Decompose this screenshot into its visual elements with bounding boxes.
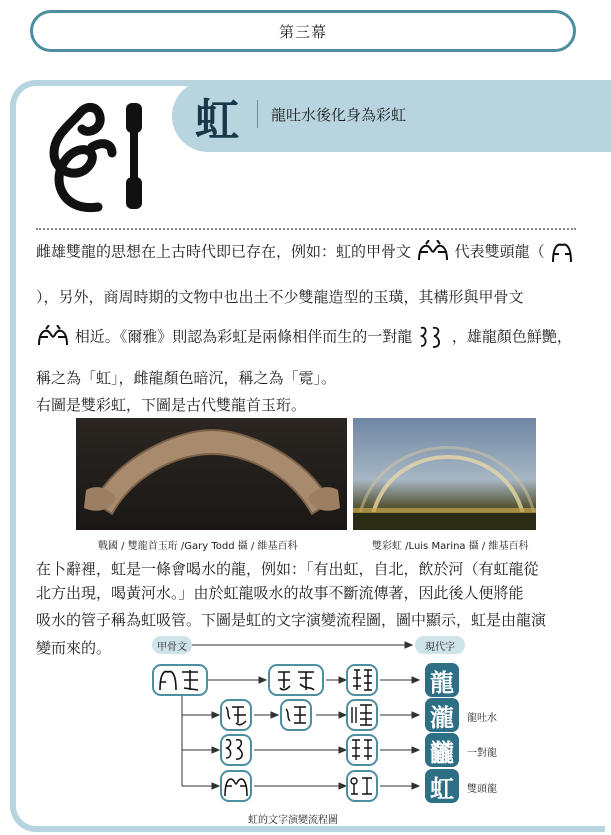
bronze-spit-icon <box>282 701 310 729</box>
paragraph2-line4: 變而來的。 <box>36 639 112 657</box>
flow-end-label: 現代字 <box>415 636 465 654</box>
row-label-spit: 龍吐水 <box>467 713 497 724</box>
flow-start-label: 甲骨文 <box>152 636 192 654</box>
seal-hong-icon <box>348 772 376 800</box>
act-title: 第三幕 <box>278 22 327 41</box>
paragraph1-line1: 雌雄雙龍的思想在上古時代即已存在，例如：虹的甲骨文 代表雙頭龍（ <box>36 240 582 264</box>
flow-node-oracle-dragon <box>152 664 208 696</box>
row-label-pair: 一對龍 <box>467 748 497 759</box>
flow-node-seal-hong <box>346 770 378 802</box>
flow-node-oracle-pair <box>220 734 252 766</box>
flow-node-seal-pair <box>346 734 378 766</box>
seal-dragon-icon <box>348 666 376 694</box>
flow-node-seal-spit <box>346 699 378 731</box>
seal-spit-icon <box>348 701 376 729</box>
oracle-hong-small-icon <box>222 772 250 800</box>
modern-char-shuanglong: 瀧 <box>425 698 459 732</box>
heading-char: 虹 <box>195 95 239 146</box>
modern-char-dalong: 龖 <box>425 733 459 767</box>
flow-node-bronze-dragon <box>268 664 324 696</box>
paragraph1-line4: 稱之為「虹」，雌龍顏色暗沉，稱之為「霓」。 <box>36 369 337 387</box>
oracle-pair-icon <box>222 736 250 764</box>
modern-char-hong: 虹 <box>425 769 459 803</box>
row-label-double-head: 雙頭龍 <box>467 784 497 795</box>
modern-char-long: 龍 <box>425 663 459 697</box>
seal-pair-icon <box>348 736 376 764</box>
paragraph1-line2: ），另外，商周時期的文物中也出土不少雙龍造型的玉璜，其構形與甲骨文 <box>36 288 524 306</box>
heading-subtitle: 龍吐水後化身為彩虹 <box>271 106 407 124</box>
oracle-spit-icon <box>222 701 250 729</box>
jade-caption: 戰國 / 雙龍首玉珩 /Gary Todd 攝 / 維基百科 <box>98 541 298 552</box>
flow-node-bronze-spit <box>280 699 312 731</box>
paragraph2-line3: 吸水的管子稱為虹吸管。下圖是虹的文字演變流程圖，圖中顯示，虹是由龍演 <box>36 611 547 629</box>
flow-caption: 虹的文字演變流程圖 <box>248 815 338 826</box>
paragraph1-line3: 相近。《爾雅》則認為彩虹是兩條相伴而生的一對龍 ，雄龍顏色鮮艷， <box>36 324 582 350</box>
flow-node-seal-dragon <box>346 664 378 696</box>
flow-node-oracle-spit <box>220 699 252 731</box>
oracle-dragon-icon <box>154 666 206 694</box>
bronze-dragon-icon <box>270 666 322 694</box>
paragraph1-line5: 右圖是雙彩虹，下圖是古代雙龍首玉珩。 <box>36 396 307 414</box>
rainbow-caption: 雙彩虹 /Luis Marina 攝 / 維基百科 <box>372 541 529 552</box>
paragraph2-line1: 在卜辭裡，虹是一條會喝水的龍，例如：「有出虹，自北，飲於河（有虹龍從 <box>36 560 539 578</box>
flow-node-oracle-hong <box>220 770 252 802</box>
paragraph2-line2: 北方出現，喝黃河水。」由於虹龍吸水的故事不斷流傳著，因此後人便將能 <box>36 584 524 602</box>
